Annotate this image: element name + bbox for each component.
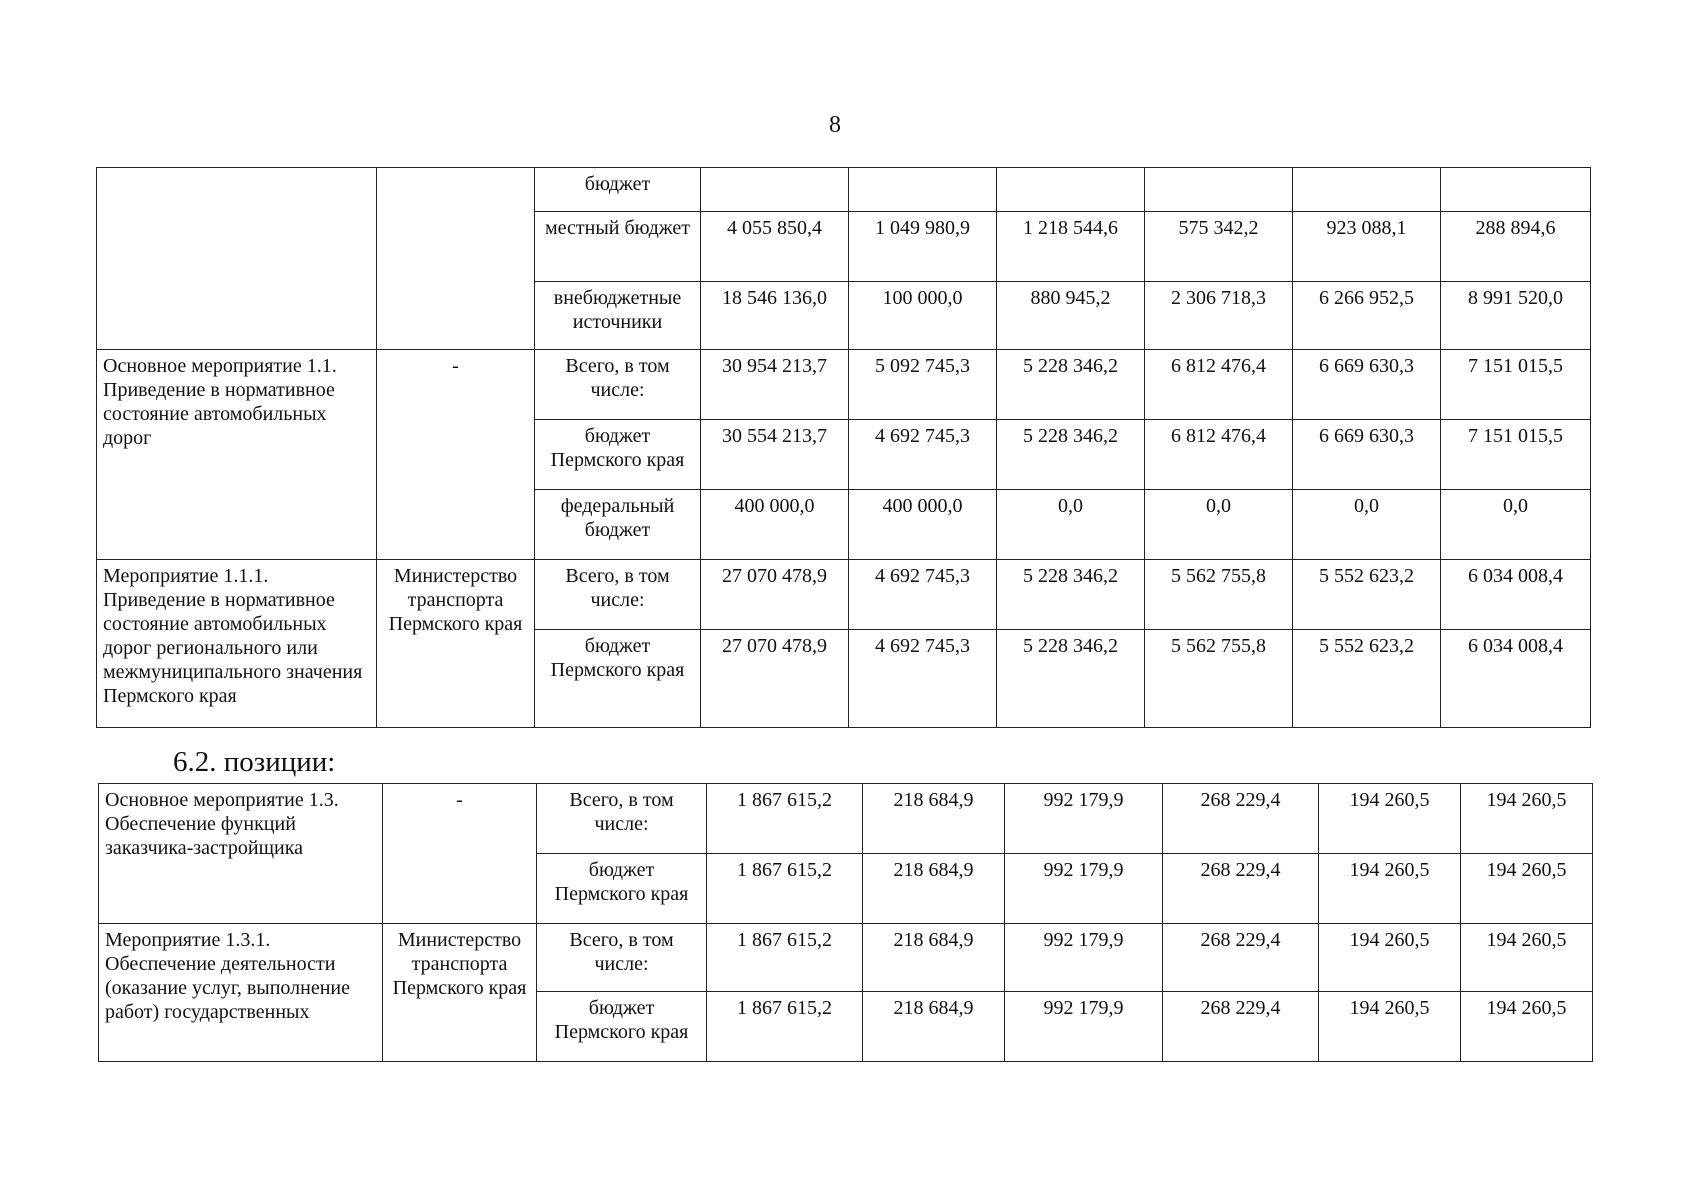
value-cell <box>701 168 849 212</box>
section-heading: 6.2. позиции: <box>173 746 336 778</box>
value-cell <box>997 168 1145 212</box>
funding-table-positions <box>98 783 1593 1062</box>
value-cell: 1 867 615,2 <box>707 784 863 854</box>
value-cell: 268 229,4 <box>1163 784 1319 854</box>
value-cell: 1 867 615,2 <box>707 854 863 924</box>
funding-source-cell: Всего, в том числе: <box>535 560 701 630</box>
value-cell: 2 306 718,3 <box>1145 282 1293 350</box>
value-cell: 5 552 623,2 <box>1293 630 1441 728</box>
value-cell: 194 260,5 <box>1319 784 1461 854</box>
value-cell: 992 179,9 <box>1005 924 1163 992</box>
value-cell: 1 867 615,2 <box>707 992 863 1062</box>
value-cell: 575 342,2 <box>1145 212 1293 282</box>
value-cell: 288 894,6 <box>1441 212 1591 282</box>
value-cell: 6 034 008,4 <box>1441 560 1591 630</box>
value-cell: 923 088,1 <box>1293 212 1441 282</box>
value-cell: 5 092 745,3 <box>849 350 997 420</box>
activity-name-cell: Мероприятие 1.1.1. Приведение в нормативное состояние автомобильных дорог регионального или межмуниципального значения Пермского края <box>97 560 377 728</box>
value-cell: 194 260,5 <box>1461 924 1593 992</box>
value-cell: 5 228 346,2 <box>997 630 1145 728</box>
value-cell: 0,0 <box>997 490 1145 560</box>
value-cell: 194 260,5 <box>1461 854 1593 924</box>
funding-source-cell: бюджет Пермского края <box>535 420 701 490</box>
value-cell <box>1145 168 1293 212</box>
value-cell: 0,0 <box>1441 490 1591 560</box>
table-row <box>99 784 1593 854</box>
value-cell: 992 179,9 <box>1005 854 1163 924</box>
value-cell: 1 867 615,2 <box>707 924 863 992</box>
funding-source-cell: бюджет Пермского края <box>535 630 701 728</box>
value-cell: 194 260,5 <box>1461 784 1593 854</box>
table-row <box>97 350 1591 420</box>
value-cell: 194 260,5 <box>1319 992 1461 1062</box>
activity-name-cell: Основное мероприятие 1.1. Приведение в нормативное состояние автомобильных дорог <box>97 350 377 560</box>
value-cell: 27 070 478,9 <box>701 560 849 630</box>
value-cell: 7 151 015,5 <box>1441 420 1591 490</box>
activity-name-cell <box>97 168 377 350</box>
value-cell: 5 552 623,2 <box>1293 560 1441 630</box>
value-cell: 992 179,9 <box>1005 992 1163 1062</box>
executor-cell <box>377 168 535 350</box>
value-cell: 6 266 952,5 <box>1293 282 1441 350</box>
funding-source-cell: бюджет <box>535 168 701 212</box>
table-row <box>99 924 1593 992</box>
value-cell <box>1293 168 1441 212</box>
value-cell: 6 812 476,4 <box>1145 350 1293 420</box>
value-cell: 5 228 346,2 <box>997 560 1145 630</box>
value-cell: 100 000,0 <box>849 282 997 350</box>
value-cell: 0,0 <box>1145 490 1293 560</box>
value-cell: 194 260,5 <box>1461 992 1593 1062</box>
value-cell: 5 228 346,2 <box>997 350 1145 420</box>
value-cell: 218 684,9 <box>863 784 1005 854</box>
funding-source-cell: федеральный бюджет <box>535 490 701 560</box>
value-cell <box>1441 168 1591 212</box>
executor-cell: Министерство транспорта Пермского края <box>377 560 535 728</box>
funding-source-cell: Всего, в том числе: <box>535 350 701 420</box>
value-cell: 400 000,0 <box>701 490 849 560</box>
executor-cell: - <box>383 784 537 924</box>
value-cell: 4 055 850,4 <box>701 212 849 282</box>
value-cell: 6 669 630,3 <box>1293 420 1441 490</box>
value-cell: 0,0 <box>1293 490 1441 560</box>
table-row <box>97 560 1591 630</box>
value-cell: 1 049 980,9 <box>849 212 997 282</box>
value-cell: 4 692 745,3 <box>849 560 997 630</box>
executor-cell: - <box>377 350 535 560</box>
value-cell: 27 070 478,9 <box>701 630 849 728</box>
value-cell: 194 260,5 <box>1319 924 1461 992</box>
value-cell: 5 228 346,2 <box>997 420 1145 490</box>
funding-source-cell: местный бюджет <box>535 212 701 282</box>
value-cell: 6 812 476,4 <box>1145 420 1293 490</box>
funding-source-cell: Всего, в том числе: <box>537 924 707 992</box>
value-cell: 880 945,2 <box>997 282 1145 350</box>
funding-table-continued <box>96 167 1591 728</box>
value-cell: 400 000,0 <box>849 490 997 560</box>
funding-source-cell: внебюджетные источники <box>535 282 701 350</box>
value-cell: 268 229,4 <box>1163 924 1319 992</box>
funding-source-cell: бюджет Пермского края <box>537 992 707 1062</box>
value-cell: 268 229,4 <box>1163 992 1319 1062</box>
value-cell: 992 179,9 <box>1005 784 1163 854</box>
value-cell: 4 692 745,3 <box>849 630 997 728</box>
activity-name-cell: Основное мероприятие 1.3. Обеспечение функций заказчика-застройщика <box>99 784 383 924</box>
value-cell: 18 546 136,0 <box>701 282 849 350</box>
funding-source-cell: Всего, в том числе: <box>537 784 707 854</box>
value-cell <box>849 168 997 212</box>
value-cell: 218 684,9 <box>863 924 1005 992</box>
funding-source-cell: бюджет Пермского края <box>537 854 707 924</box>
value-cell: 1 218 544,6 <box>997 212 1145 282</box>
value-cell: 194 260,5 <box>1319 854 1461 924</box>
activity-name-cell: Мероприятие 1.3.1. Обеспечение деятельности (оказание услуг, выполнение работ) государственных <box>99 924 383 1062</box>
value-cell: 5 562 755,8 <box>1145 630 1293 728</box>
value-cell: 30 554 213,7 <box>701 420 849 490</box>
value-cell: 6 669 630,3 <box>1293 350 1441 420</box>
value-cell: 6 034 008,4 <box>1441 630 1591 728</box>
value-cell: 268 229,4 <box>1163 854 1319 924</box>
value-cell: 7 151 015,5 <box>1441 350 1591 420</box>
value-cell: 5 562 755,8 <box>1145 560 1293 630</box>
executor-cell: Министерство транспорта Пермского края <box>383 924 537 1062</box>
value-cell: 218 684,9 <box>863 854 1005 924</box>
table-row <box>97 168 1591 212</box>
value-cell: 30 954 213,7 <box>701 350 849 420</box>
value-cell: 8 991 520,0 <box>1441 282 1591 350</box>
value-cell: 4 692 745,3 <box>849 420 997 490</box>
page-number: 8 <box>829 112 841 138</box>
value-cell: 218 684,9 <box>863 992 1005 1062</box>
